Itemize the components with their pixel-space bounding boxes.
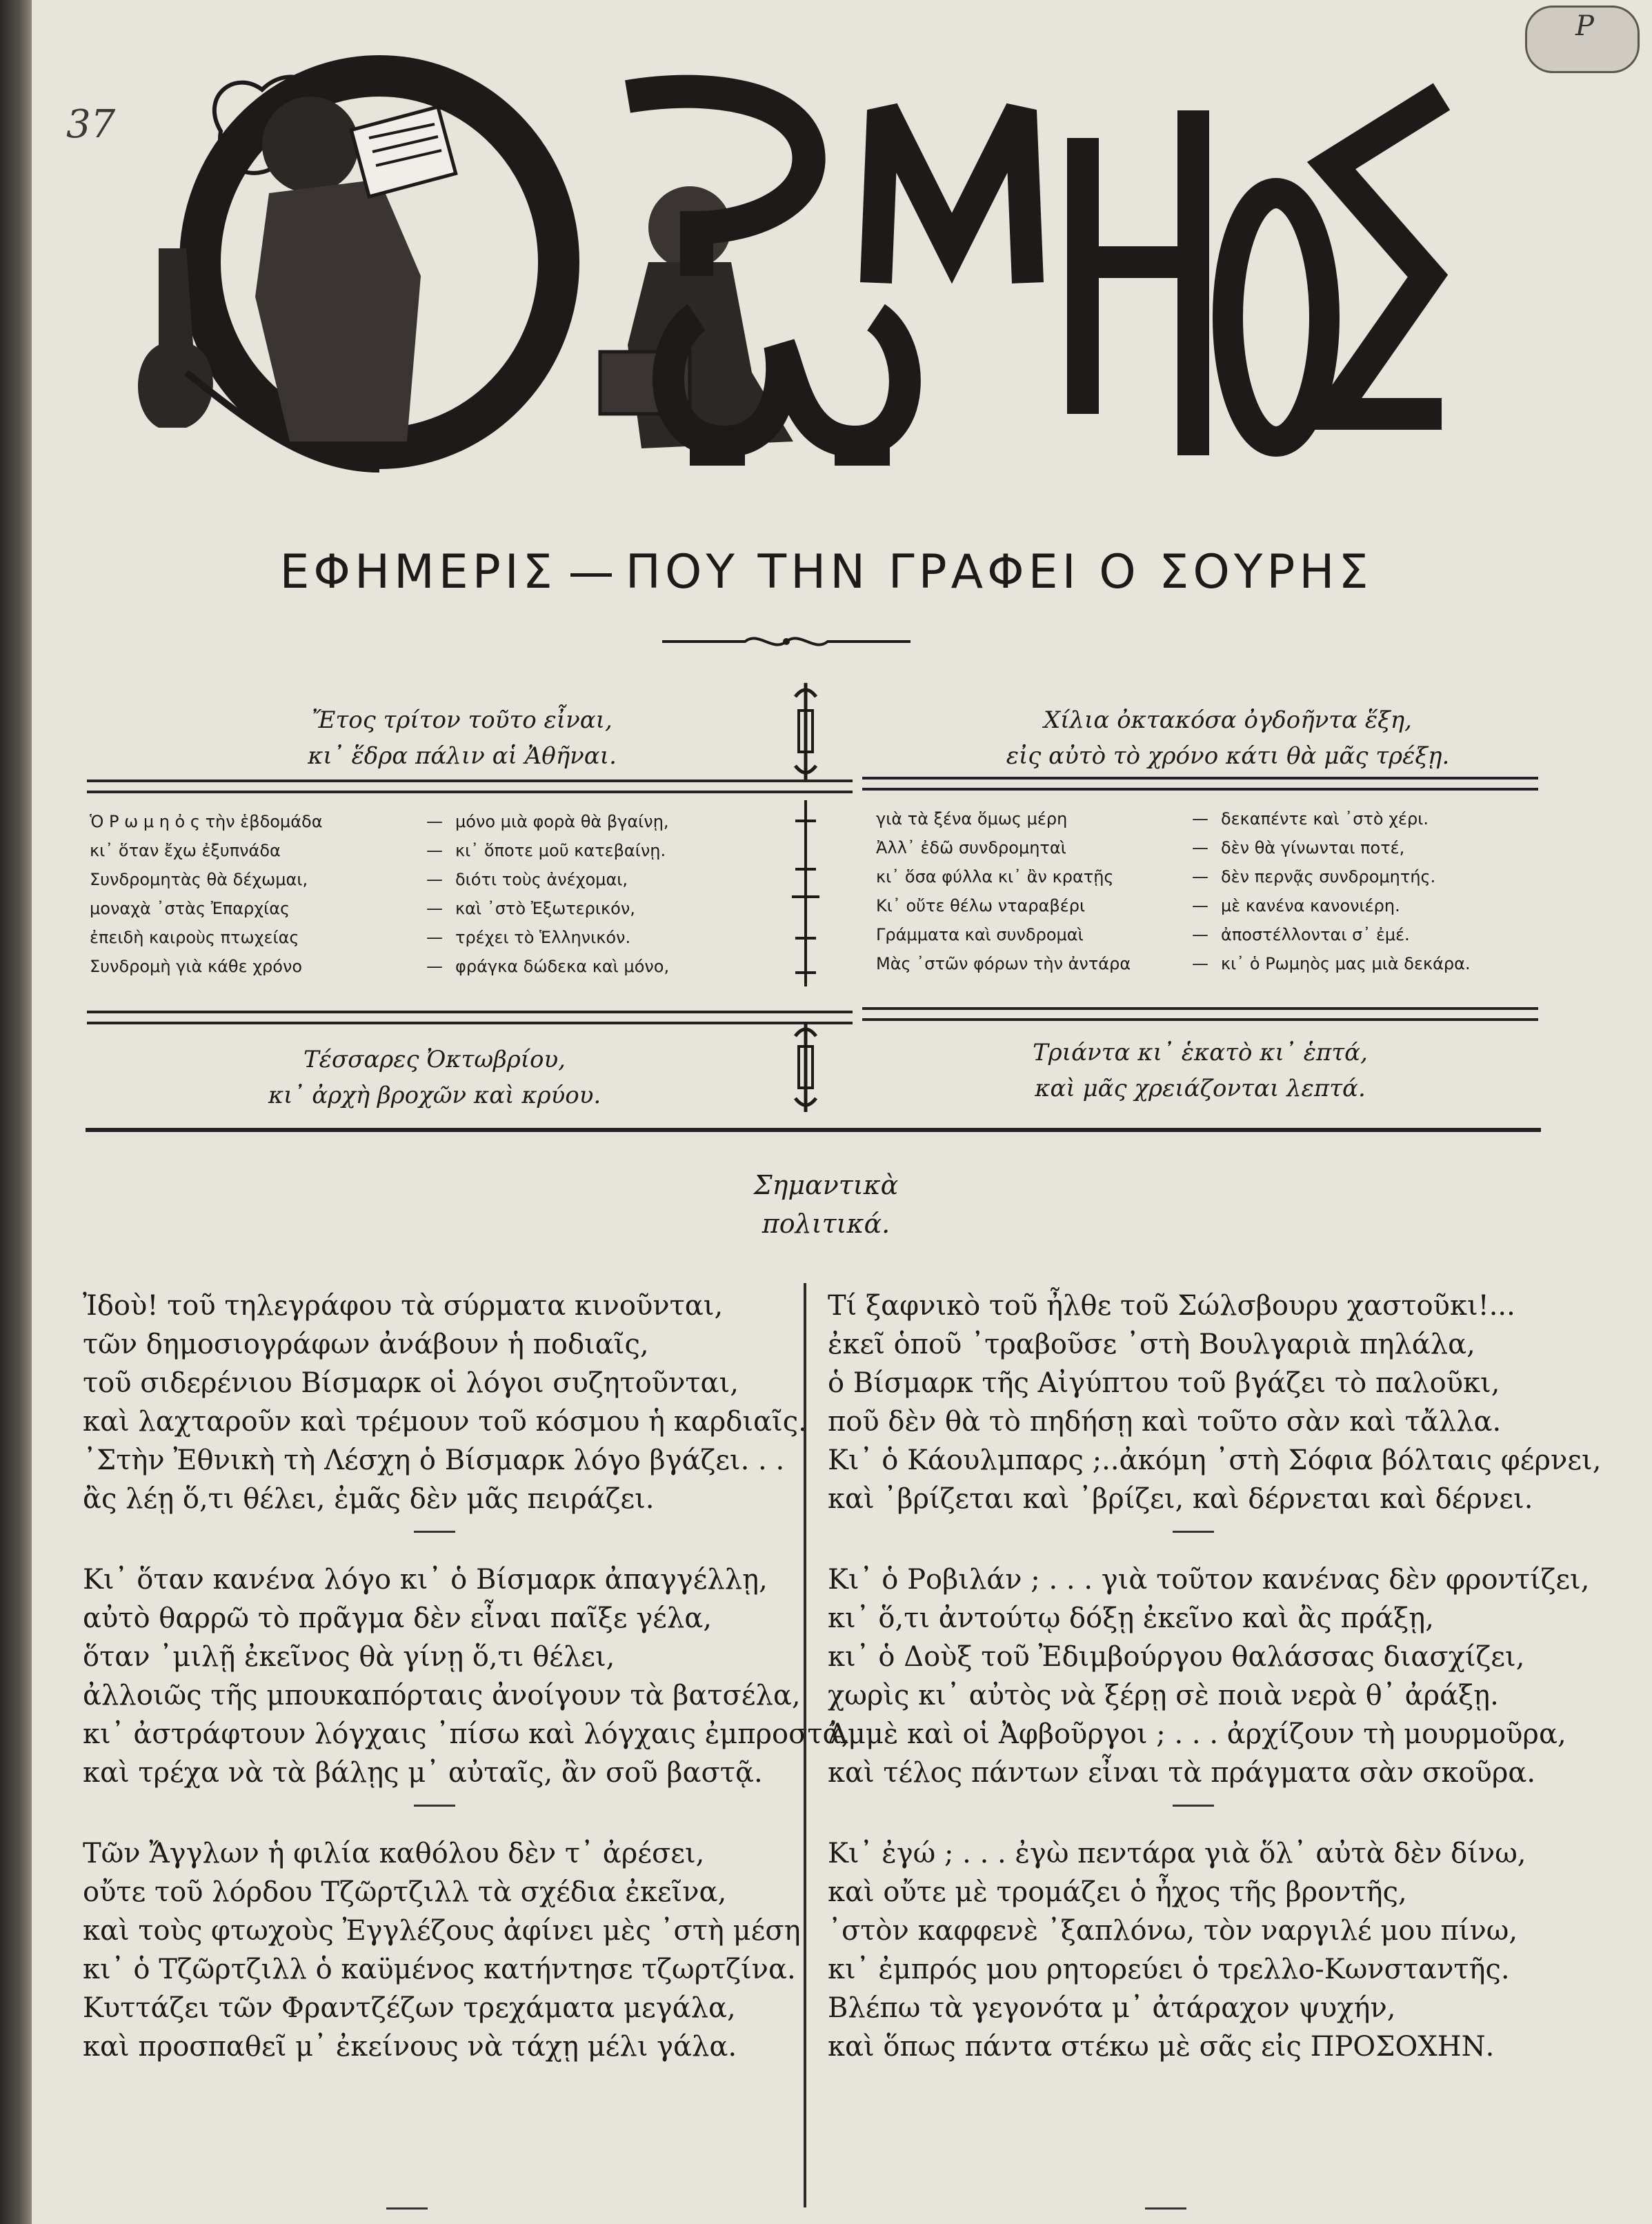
article-title: [0, 1166, 1652, 1243]
pricing-cell: φράγκα δώδεκα καὶ μόνο,: [455, 957, 670, 976]
verse-line: καὶ μᾶς χρειάζονται λεπτά.: [1035, 1075, 1366, 1102]
pricing-cell: μόνο μιὰ φορὰ θὰ βγαίνῃ,: [455, 812, 669, 831]
poem-line: Τῶν Ἄγγλων ἡ φιλία καθόλου δὲν τ᾽ ἀρέσει,: [83, 1838, 705, 1869]
stanza: [83, 1834, 801, 2066]
pricing-row: [90, 807, 779, 836]
pricing-cell: μοναχὰ ᾽στὰς Ἐπαρχίας: [90, 899, 290, 918]
subtitle-left: ΕΦΗΜΕΡΙΣ: [279, 545, 557, 599]
pricing-rule-right: [862, 1007, 1538, 1021]
ornament-column: [788, 800, 823, 986]
poem-line: ὁ Βίσμαρκ τῆς Αἰγύπτου τοῦ βγάζει τὸ παλοῦκι,: [828, 1367, 1500, 1399]
pricing-row: [876, 949, 1552, 978]
pricing-cell: Συνδρομητὰς θὰ δέχωμαι,: [90, 870, 308, 889]
pricing-cell: —: [1192, 809, 1208, 828]
poem-line: Κυττάζει τῶν Φραντζέζων τρεχάματα μεγάλα,: [83, 1992, 736, 2024]
masthead-illustration: [131, 55, 1476, 510]
poem-line: ᾽Στὴν Ἐθνικὴ τὴ Λέσχη ὁ Βίσμαρκ λόγο βγάζει. . .: [83, 1444, 785, 1476]
pricing-cell: κι᾽ ὅταν ἔχω ἐξυπνάδα: [90, 841, 281, 860]
verse-line: κι᾽ ἕδρα πάλιν αἱ Ἀθῆναι.: [308, 742, 617, 770]
pricing-cell: ἀποστέλλονται σ᾽ ἐμέ.: [1221, 925, 1410, 944]
pricing-row: [876, 862, 1552, 891]
pricing-rule-left: [87, 1011, 853, 1024]
poem-line: κι᾽ ἐμπρός μου ρητορεύει ὁ τρελλο-Κωνσταντῆς.: [828, 1954, 1510, 1985]
poem-line: κι᾽ ἀστράφτουν λόγχαις ᾽πίσω καὶ λόγχαις ἐμπροστά,: [83, 1718, 850, 1750]
poem-line: Κι᾽ ὁ Ροβιλάν ; . . . γιὰ τοῦτον κανένας δὲν φροντίζει,: [828, 1564, 1590, 1596]
subtitle-dash: [570, 573, 612, 577]
stanza-separator: [1173, 1531, 1214, 1533]
verse-line: Χίλια ὀκτακόσα ὀγδοῆντα ἕξη,: [1044, 706, 1412, 734]
pricing-cell: Συνδρομὴ γιὰ κάθε χρόνο: [90, 957, 303, 976]
flourish-divider: [662, 628, 910, 655]
stanza: [83, 1287, 807, 1518]
pricing-cell: δὲν περνᾷς συνδρομητής.: [1221, 867, 1436, 886]
poem-line: Τί ξαφνικὸ τοῦ ἦλθε τοῦ Σώλσβουρυ χαστοῦκι!...: [828, 1290, 1515, 1322]
pricing-row: [876, 891, 1552, 920]
page-number: 37: [66, 102, 116, 147]
pricing-cell: τρέχει τὸ Ἑλληνικόν.: [455, 928, 631, 947]
poem-line: καὶ τοὺς φτωχοὺς Ἐγγλέζους ἀφίνει μὲς ᾽στὴ μέση: [83, 1915, 801, 1947]
pricing-row: [876, 804, 1552, 833]
ornament-column: [788, 1022, 823, 1112]
date-verse-right: [979, 1035, 1421, 1106]
pricing-cell: δὲν θὰ γίνωνται ποτέ,: [1221, 838, 1405, 857]
book-binding-edge: [0, 0, 32, 2224]
pricing-cell: —: [1192, 838, 1208, 857]
date-verse-left: [207, 1042, 662, 1113]
poem-line: ἂς λέῃ ὅ,τι θέλει, ἐμᾶς δὲν μᾶς πειράζει.: [83, 1483, 655, 1515]
poem-line: καὶ ᾽βρίζεται καὶ ᾽βρίζει, καὶ δέρνεται καὶ δέρνει.: [828, 1483, 1533, 1515]
poem-line: κι᾽ ὁ Τζῶρτζιλλ ὁ καϋμένος κατήντησε τζωρτζίνα.: [83, 1954, 796, 1985]
poem-line: κι᾽ ὅ,τι ἀντούτῳ δόξῃ ἐκεῖνο καὶ ἂς πράξῃ,: [828, 1602, 1434, 1634]
pricing-cell: —: [426, 928, 443, 947]
pricing-cell: —: [426, 812, 443, 831]
pricing-cell: μὲ κανένα κανονιέρη.: [1221, 896, 1400, 915]
pricing-cell: δεκαπέντε καὶ ᾽στὸ χέρι.: [1221, 809, 1429, 828]
poem-line: ἀλλοιῶς τῆς μπουκαπόρταις ἀνοίγουν τὰ βατσέλα,: [83, 1680, 801, 1711]
poem-line: καὶ οὔτε μὲ τρομάζει ὁ ἦχος τῆς βροντῆς,: [828, 1876, 1407, 1908]
pricing-row: [90, 923, 779, 952]
poem-column-right: [828, 1287, 1602, 2066]
poem-line: καὶ τέλος πάντων εἶναι τὰ πράγματα σὰν σκοῦρα.: [828, 1757, 1536, 1789]
stanza-separator: [1145, 2207, 1186, 2210]
header-rule-left: [87, 780, 853, 793]
header-rule-right: [862, 777, 1538, 791]
stanza: [828, 1834, 1559, 2066]
verse-line: Τριάντα κι᾽ ἑκατὸ κι᾽ ἑπτά,: [1033, 1039, 1368, 1066]
pricing-cell: κι᾽ ὅσα φύλλα κι᾽ ἂν κρατῇς: [876, 867, 1114, 886]
corner-stamp: [1525, 6, 1640, 73]
article-title-line: πολιτικά.: [762, 1209, 890, 1239]
verse-line: εἰς αὐτὸ τὸ χρόνο κάτι θὰ μᾶς τρέξῃ.: [1006, 742, 1450, 770]
stanza-separator: [1173, 1805, 1214, 1807]
masthead-subtitle: [0, 545, 1652, 599]
subtitle-right: ΠΟΥ ΤΗΝ ΓΡΑΦΕΙ Ο ΣΟΥΡΗΣ: [625, 545, 1373, 599]
pricing-cell: Κι᾽ οὔτε θέλω νταραβέρι: [876, 896, 1086, 915]
stanza-separator: [414, 1531, 455, 1533]
poem-line: ᾽στὸν καφφενὲ ᾽ξαπλόνω, τὸν ναργιλέ μου πίνω,: [828, 1915, 1518, 1947]
poem-line: χωρὶς κι᾽ αὐτὸς νὰ ξέρῃ σὲ ποιὰ νερὰ θ᾽ ἀράξῃ.: [828, 1680, 1499, 1711]
ornament-column: [788, 683, 823, 780]
pricing-cell: —: [1192, 867, 1208, 886]
pricing-cell: —: [1192, 896, 1208, 915]
pricing-row: [90, 952, 779, 981]
year-verse-left: [221, 702, 704, 774]
poem-line: ἐκεῖ ὁποῦ ᾽τραβοῦσε ᾽στὴ Βουλγαριὰ πηλάλα,: [828, 1329, 1475, 1360]
pricing-cell: —: [426, 841, 443, 860]
pricing-cell: —: [426, 899, 443, 918]
pricing-cell: καὶ ᾽στὸ Ἐξωτερικόν,: [455, 899, 635, 918]
pricing-left: [90, 807, 779, 981]
poem-line: τῶν δημοσιογράφων ἀνάβουν ἡ ποδιαῖς,: [83, 1329, 649, 1360]
poem-line: καὶ προσπαθεῖ μ᾽ ἐκείνους νὰ τάχῃ μέλι γάλα.: [83, 2031, 737, 2063]
stanza-separator: [386, 2207, 428, 2210]
stanza: [828, 1560, 1590, 1792]
poem-line: Κι᾽ ὁ Κάουλμπαρς ;..ἀκόμη ᾽στὴ Σόφια βόλταις φέρνει,: [828, 1444, 1602, 1476]
verse-line: Τέσσαρες Ὀκτωβρίου,: [303, 1046, 566, 1073]
pricing-cell: κι᾽ ὁ Ρωμηὸς μας μιὰ δεκάρα.: [1221, 954, 1471, 973]
poem-line: Βλέπω τὰ γεγονότα μ᾽ ἀτάραχον ψυχήν,: [828, 1992, 1396, 2024]
poem-line: αὐτὸ θαρρῶ τὸ πρᾶγμα δὲν εἶναι παῖξε γέλα,: [83, 1602, 712, 1634]
poem-line: καὶ ὅπως πάντα στέκω μὲ σᾶς εἰς ΠΡΟΣΟΧΗΝ.: [828, 2031, 1495, 2063]
poem-line: οὔτε τοῦ λόρδου Τζῶρτζιλλ τὰ σχέδια ἐκεῖνα,: [83, 1876, 727, 1908]
poem-line: καὶ λαχταροῦν καὶ τρέμουν τοῦ κόσμου ἡ καρδιαῖς.: [83, 1406, 807, 1438]
poem-line: Ἰδοὺ! τοῦ τηλεγράφου τὰ σύρματα κινοῦνται,: [83, 1290, 724, 1322]
corner-stamp-letter: Ρ: [1575, 10, 1594, 42]
pricing-cell: ἐπειδὴ καιροὺς πτωχείας: [90, 928, 299, 947]
column-divider: [804, 1283, 806, 2207]
poem-line: ὅταν ᾽μιλῇ ἐκεῖνος θὰ γίνῃ ὅ,τι θέλει,: [83, 1641, 615, 1673]
pricing-row: [90, 894, 779, 923]
stanza: [828, 1287, 1602, 1518]
header-bottom-rule: [86, 1128, 1541, 1132]
pricing-row: [876, 833, 1552, 862]
poem-line: κι᾽ ὁ Δοὺξ τοῦ Ἐδιμβούργου θαλάσσας διασχίζει,: [828, 1641, 1525, 1673]
poem-line: Κι᾽ ὅταν κανένα λόγο κι᾽ ὁ Βίσμαρκ ἀπαγγέλλῃ,: [83, 1564, 768, 1596]
pricing-cell: Μὰς ᾽στῶν φόρων τὴν ἀντάρα: [876, 954, 1131, 973]
pricing-cell: —: [426, 957, 443, 976]
pricing-cell: —: [1192, 925, 1208, 944]
pricing-row: [90, 836, 779, 865]
stanza: [83, 1560, 850, 1792]
pricing-cell: —: [426, 870, 443, 889]
pricing-cell: διότι τοὺς ἀνέχομαι,: [455, 870, 628, 889]
pricing-cell: γιὰ τὰ ξένα ὅμως μέρη: [876, 809, 1068, 828]
verse-line: κι᾽ ἀρχὴ βροχῶν καὶ κρύου.: [268, 1082, 601, 1109]
pricing-cell: κι᾽ ὅποτε μοῦ κατεβαίνῃ.: [455, 841, 666, 860]
stanza-separator: [414, 1805, 455, 1807]
poem-line: καὶ τρέχα νὰ τὰ βάλῃς μ᾽ αὐταῖς, ἂν σοῦ βαστᾷ.: [83, 1757, 763, 1789]
pricing-row: [876, 920, 1552, 949]
poem-line: Κι᾽ ἐγώ ; . . . ἐγὼ πεντάρα γιὰ ὅλ᾽ αὐτὰ δὲν δίνω,: [828, 1838, 1526, 1869]
masthead-logo: [131, 55, 1476, 510]
poem-line: τοῦ σιδερένιου Βίσμαρκ οἱ λόγοι συζητοῦνται,: [83, 1367, 739, 1399]
verse-line: Ἔτος τρίτον τοῦτο εἶναι,: [312, 706, 613, 734]
poem-column-left: [83, 1287, 850, 2066]
pricing-row: [90, 865, 779, 894]
poem-line: ποῦ δὲν θὰ τὸ πηδήσῃ καὶ τοῦτο σὰν καὶ τἄλλα.: [828, 1406, 1502, 1438]
year-verse-right: [917, 702, 1538, 774]
poem-line: Ἀμμὲ καὶ οἱ Ἀφβοῦργοι ; . . . ἀρχίζουν τὴ μουρμοῦρα,: [828, 1718, 1566, 1750]
pricing-right: [876, 804, 1552, 978]
pricing-cell: Ἀλλ᾽ ἐδῶ συνδρομηταὶ: [876, 838, 1066, 857]
pricing-cell: Γράμματα καὶ συνδρομαὶ: [876, 925, 1084, 944]
pricing-cell: Ὁ Ρ ω μ η ὀ ς τὴν ἑβδομάδα: [90, 812, 323, 831]
pricing-cell: —: [1192, 954, 1208, 973]
article-title-line: Σημαντικὰ: [753, 1170, 899, 1200]
